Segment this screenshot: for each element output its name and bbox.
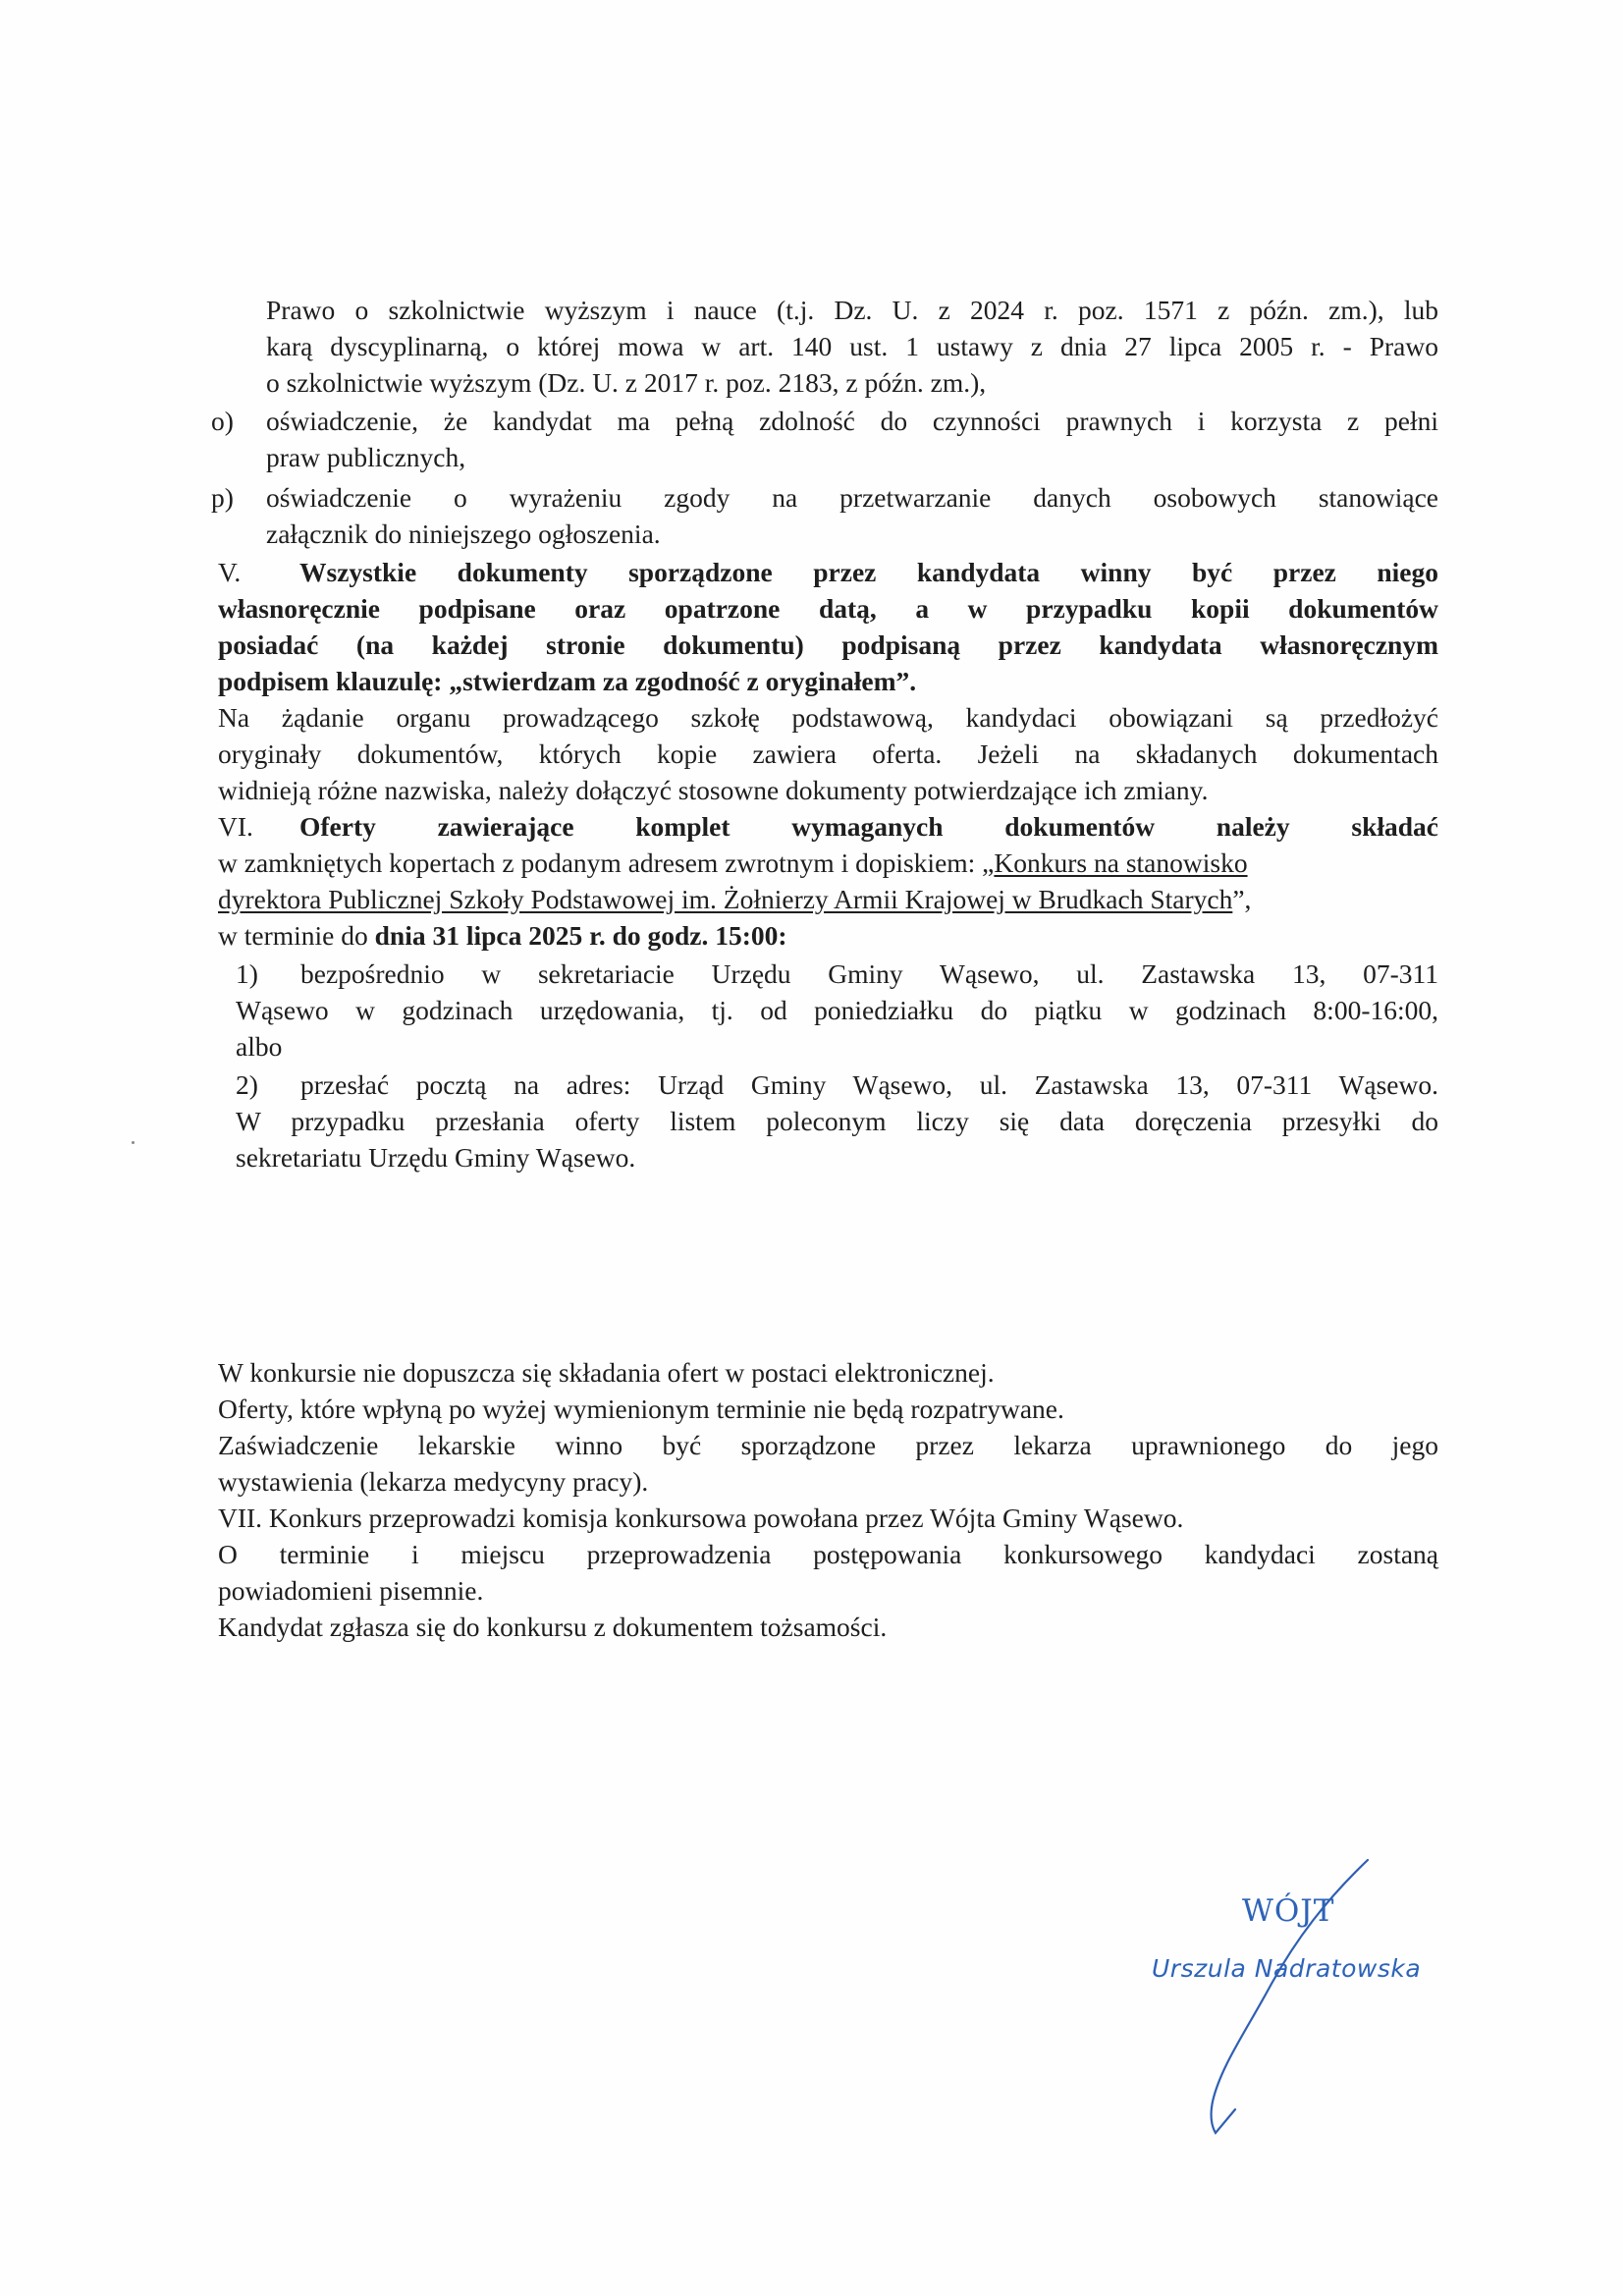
section-vi-line-4 bbox=[218, 917, 787, 954]
option-1-line-1: bezpośrednio w sekretariacie Urzędu Gminy Wąsewo, ul. Zastawska 13, 07-311 bbox=[300, 958, 1438, 989]
section-vi-line-3-underlined: dyrektora Publicznej Szkoły Podstawowej im. Żołnierzy Armii Krajowej w Brudkach Starych bbox=[218, 884, 1233, 914]
section-vi-line-3-suffix: ”, bbox=[1232, 884, 1252, 914]
closing-line-8: Kandydat zgłasza się do konkursu z dokumentem tożsamości. bbox=[218, 1612, 888, 1642]
item-p-label: p) bbox=[211, 482, 234, 513]
option-2-line-2: W przypadku przesłania oferty listem poleconym liczy się data doręczenia przesyłki do bbox=[236, 1106, 1438, 1136]
section-vi-line-3 bbox=[218, 881, 1251, 917]
option-2-line-3: sekretariatu Urzędu Gminy Wąsewo. bbox=[236, 1142, 636, 1173]
section-v-bold-line-3: posiadać (na każdej stronie dokumentu) podpisaną przez kandydata własnoręcznym bbox=[218, 629, 1438, 660]
option-1-label: 1) bbox=[236, 958, 258, 989]
handwritten-signature-icon bbox=[1129, 1846, 1473, 2141]
closing-line-7: powiadomieni pisemnie. bbox=[218, 1575, 484, 1606]
section-v-bold-line-4: podpisem klauzulę: „stwierdzam za zgodność z oryginałem”. bbox=[218, 666, 917, 696]
section-v-line-6: oryginały dokumentów, których kopie zawiera oferta. Jeżeli na składanych dokumentach bbox=[218, 738, 1438, 769]
closing-line-6: O terminie i miejscu przeprowadzenia postępowania konkursowego kandydaci zostaną bbox=[218, 1539, 1438, 1569]
item-o-line-1: oświadczenie, że kandydat ma pełną zdolność do czynności prawnych i korzysta z pełni bbox=[266, 406, 1438, 436]
intro-line-1: Prawo o szkolnictwie wyższym i nauce (t.j. Dz. U. z 2024 r. poz. 1571 z późn. zm.), lub bbox=[266, 295, 1438, 325]
section-v-bold-line-1: Wszystkie dokumenty sporządzone przez kandydata winny być przez niego bbox=[299, 557, 1438, 587]
intro-line-3: o szkolnictwie wyższym (Dz. U. z 2017 r. poz. 2183, z późn. zm.), bbox=[266, 367, 987, 398]
deadline-date: dnia 31 lipca 2025 r. do godz. 15:00: bbox=[374, 920, 787, 951]
item-o-label: o) bbox=[211, 406, 234, 436]
scan-speck bbox=[132, 1141, 135, 1144]
signature-name: Urszula Nadratowska bbox=[1152, 1954, 1422, 1983]
item-o-line-2: praw publicznych, bbox=[266, 442, 466, 472]
closing-line-2: Oferty, które wpłyną po wyżej wymienionym terminie nie będą rozpatrywane. bbox=[218, 1394, 1064, 1424]
section-v-line-5: Na żądanie organu prowadzącego szkołę podstawową, kandydaci obowiązani są przedłożyć bbox=[218, 702, 1438, 733]
section-vi-bold-line: Oferty zawierające komplet wymaganych dokumentów należy składać bbox=[299, 811, 1438, 842]
closing-line-3: Zaświadczenie lekarskie winno być sporządzone przez lekarza uprawnionego do jego bbox=[218, 1430, 1438, 1460]
option-2-label: 2) bbox=[236, 1069, 258, 1100]
section-vi-line-2 bbox=[218, 845, 1248, 881]
section-vi-label: VI. bbox=[218, 811, 253, 842]
closing-line-5: VII. Konkurs przeprowadzi komisja konkursowa powołana przez Wójta Gminy Wąsewo. bbox=[218, 1503, 1184, 1533]
option-1-line-2: Wąsewo w godzinach urzędowania, tj. od poniedziałku do piątku w godzinach 8:00-16:00, bbox=[236, 995, 1438, 1025]
section-vi-line-2-underlined: Konkurs na stanowisko bbox=[994, 847, 1248, 878]
item-p-line-1: oświadczenie o wyrażeniu zgody na przetwarzanie danych osobowych stanowiące bbox=[266, 482, 1438, 513]
section-v-line-7: widnieją różne nazwiska, należy dołączyć stosowne dokumenty potwierdzające ich zmiany. bbox=[218, 775, 1209, 805]
deadline-prefix: w terminie do bbox=[218, 920, 375, 951]
section-vi-line-2-prefix: w zamkniętych kopertach z podanym adresem zwrotnym i dopiskiem: „ bbox=[218, 847, 995, 878]
closing-line-4: wystawienia (lekarza medycyny pracy). bbox=[218, 1466, 649, 1497]
section-v-label: V. bbox=[218, 557, 242, 587]
option-1-line-3: albo bbox=[236, 1031, 283, 1062]
item-p-line-2: załącznik do niniejszego ogłoszenia. bbox=[266, 519, 661, 549]
signature-title: WÓJT bbox=[1242, 1893, 1335, 1929]
closing-line-1: W konkursie nie dopuszcza się składania ofert w postaci elektronicznej. bbox=[218, 1357, 995, 1388]
section-v-bold-line-2: własnoręcznie podpisane oraz opatrzone datą, a w przypadku kopii dokumentów bbox=[218, 593, 1438, 624]
intro-line-2: karą dyscyplinarną, o której mowa w art. 140 ust. 1 ustawy z dnia 27 lipca 2005 r. - Prawo bbox=[266, 331, 1438, 361]
option-2-line-1: przesłać pocztą na adres: Urząd Gminy Wąsewo, ul. Zastawska 13, 07-311 Wąsewo. bbox=[300, 1069, 1438, 1100]
